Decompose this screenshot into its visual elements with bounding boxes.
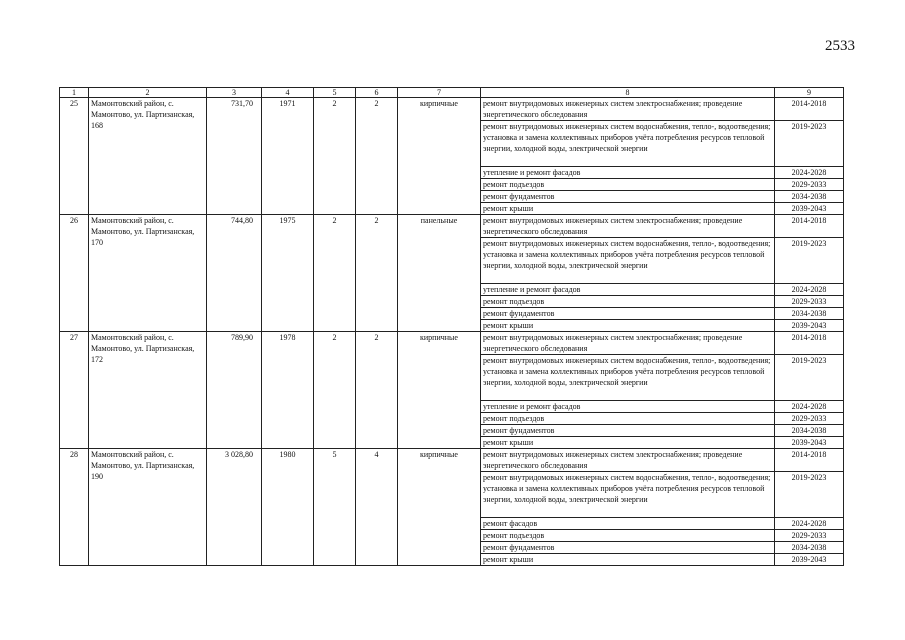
- year-cell: 1971: [262, 98, 314, 215]
- period-cell: 2024-2028: [775, 284, 844, 296]
- period-cell: 2029-2033: [775, 530, 844, 542]
- column-header: 6: [356, 88, 398, 98]
- work-type-cell: ремонт внутридомовых инженерных систем водоснабжения, тепло-, водоотведения; установка и замена коллективных приборов учёта потребления ресурсов тепловой энергии, холодной воды, электрической энергии: [481, 355, 775, 401]
- column-header: 2: [89, 88, 207, 98]
- floors-cell: 2: [314, 215, 356, 332]
- wall-material-cell: панельные: [398, 215, 481, 332]
- period-cell: 2034-2038: [775, 425, 844, 437]
- wall-material-cell: кирпичные: [398, 98, 481, 215]
- table-row: [60, 332, 844, 355]
- address-cell: Мамонтовский район, с. Мамонтово, ул. Партизанская, 168: [89, 98, 207, 215]
- period-cell: 2024-2028: [775, 167, 844, 179]
- work-type-cell: ремонт фасадов: [481, 518, 775, 530]
- work-type-cell: ремонт фундаментов: [481, 542, 775, 554]
- entrances-cell: 2: [356, 215, 398, 332]
- area-cell: 789,90: [207, 332, 262, 449]
- period-cell: 2034-2038: [775, 542, 844, 554]
- column-header: 8: [481, 88, 775, 98]
- wall-material-cell: кирпичные: [398, 332, 481, 449]
- year-cell: 1980: [262, 449, 314, 566]
- repair-schedule-table: [59, 87, 844, 566]
- row-number-cell: 25: [60, 98, 89, 215]
- work-type-cell: ремонт крыши: [481, 554, 775, 566]
- work-type-cell: ремонт внутридомовых инженерных систем электроснабжения; проведение энергетического обследования: [481, 215, 775, 238]
- period-cell: 2019-2023: [775, 238, 844, 284]
- work-type-cell: ремонт крыши: [481, 437, 775, 449]
- area-cell: 3 028,80: [207, 449, 262, 566]
- work-type-cell: утепление и ремонт фасадов: [481, 167, 775, 179]
- period-cell: 2034-2038: [775, 191, 844, 203]
- period-cell: 2024-2028: [775, 401, 844, 413]
- column-number-header-row: [60, 88, 844, 98]
- period-cell: 2039-2043: [775, 437, 844, 449]
- address-cell: Мамонтовский район, с. Мамонтово, ул. Партизанская, 170: [89, 215, 207, 332]
- page-number: 2533: [825, 38, 855, 54]
- year-cell: 1978: [262, 332, 314, 449]
- row-number-cell: 26: [60, 215, 89, 332]
- period-cell: 2039-2043: [775, 320, 844, 332]
- period-cell: 2014-2018: [775, 449, 844, 472]
- table-row: [60, 215, 844, 238]
- table-row: [60, 449, 844, 472]
- period-cell: 2014-2018: [775, 332, 844, 355]
- work-type-cell: ремонт внутридомовых инженерных систем электроснабжения; проведение энергетического обследования: [481, 332, 775, 355]
- work-type-cell: ремонт фундаментов: [481, 308, 775, 320]
- work-type-cell: ремонт подъездов: [481, 179, 775, 191]
- work-type-cell: ремонт фундаментов: [481, 425, 775, 437]
- work-type-cell: ремонт внутридомовых инженерных систем водоснабжения, тепло-, водоотведения; установка и замена коллективных приборов учёта потребления ресурсов тепловой энергии, холодной воды, электрической энергии: [481, 121, 775, 167]
- work-type-cell: ремонт подъездов: [481, 413, 775, 425]
- work-type-cell: ремонт подъездов: [481, 530, 775, 542]
- work-type-cell: утепление и ремонт фасадов: [481, 401, 775, 413]
- area-cell: 731,70: [207, 98, 262, 215]
- address-cell: Мамонтовский район, с. Мамонтово, ул. Партизанская, 172: [89, 332, 207, 449]
- floors-cell: 2: [314, 332, 356, 449]
- period-cell: 2034-2038: [775, 308, 844, 320]
- column-header: 4: [262, 88, 314, 98]
- year-cell: 1975: [262, 215, 314, 332]
- address-cell: Мамонтовский район, с. Мамонтово, ул. Партизанская, 190: [89, 449, 207, 566]
- floors-cell: 2: [314, 98, 356, 215]
- work-type-cell: ремонт крыши: [481, 320, 775, 332]
- column-header: 5: [314, 88, 356, 98]
- row-number-cell: 27: [60, 332, 89, 449]
- period-cell: 2029-2033: [775, 296, 844, 308]
- entrances-cell: 2: [356, 98, 398, 215]
- work-type-cell: ремонт внутридомовых инженерных систем водоснабжения, тепло-, водоотведения; установка и замена коллективных приборов учёта потребления ресурсов тепловой энергии, холодной воды, электрической энергии: [481, 472, 775, 518]
- work-type-cell: ремонт подъездов: [481, 296, 775, 308]
- period-cell: 2019-2023: [775, 355, 844, 401]
- column-header: 3: [207, 88, 262, 98]
- floors-cell: 5: [314, 449, 356, 566]
- period-cell: 2039-2043: [775, 203, 844, 215]
- period-cell: 2029-2033: [775, 413, 844, 425]
- work-type-cell: ремонт внутридомовых инженерных систем электроснабжения; проведение энергетического обследования: [481, 449, 775, 472]
- column-header: 7: [398, 88, 481, 98]
- period-cell: 2029-2033: [775, 179, 844, 191]
- period-cell: 2024-2028: [775, 518, 844, 530]
- column-header: 9: [775, 88, 844, 98]
- entrances-cell: 2: [356, 332, 398, 449]
- work-type-cell: ремонт внутридомовых инженерных систем водоснабжения, тепло-, водоотведения; установка и замена коллективных приборов учёта потребления ресурсов тепловой энергии, холодной воды, электрической энергии: [481, 238, 775, 284]
- period-cell: 2019-2023: [775, 472, 844, 518]
- work-type-cell: ремонт фундаментов: [481, 191, 775, 203]
- period-cell: 2014-2018: [775, 215, 844, 238]
- entrances-cell: 4: [356, 449, 398, 566]
- period-cell: 2039-2043: [775, 554, 844, 566]
- wall-material-cell: кирпичные: [398, 449, 481, 566]
- column-header: 1: [60, 88, 89, 98]
- period-cell: 2019-2023: [775, 121, 844, 167]
- work-type-cell: ремонт крыши: [481, 203, 775, 215]
- work-type-cell: утепление и ремонт фасадов: [481, 284, 775, 296]
- period-cell: 2014-2018: [775, 98, 844, 121]
- row-number-cell: 28: [60, 449, 89, 566]
- work-type-cell: ремонт внутридомовых инженерных систем электроснабжения; проведение энергетического обследования: [481, 98, 775, 121]
- area-cell: 744,80: [207, 215, 262, 332]
- table-row: [60, 98, 844, 121]
